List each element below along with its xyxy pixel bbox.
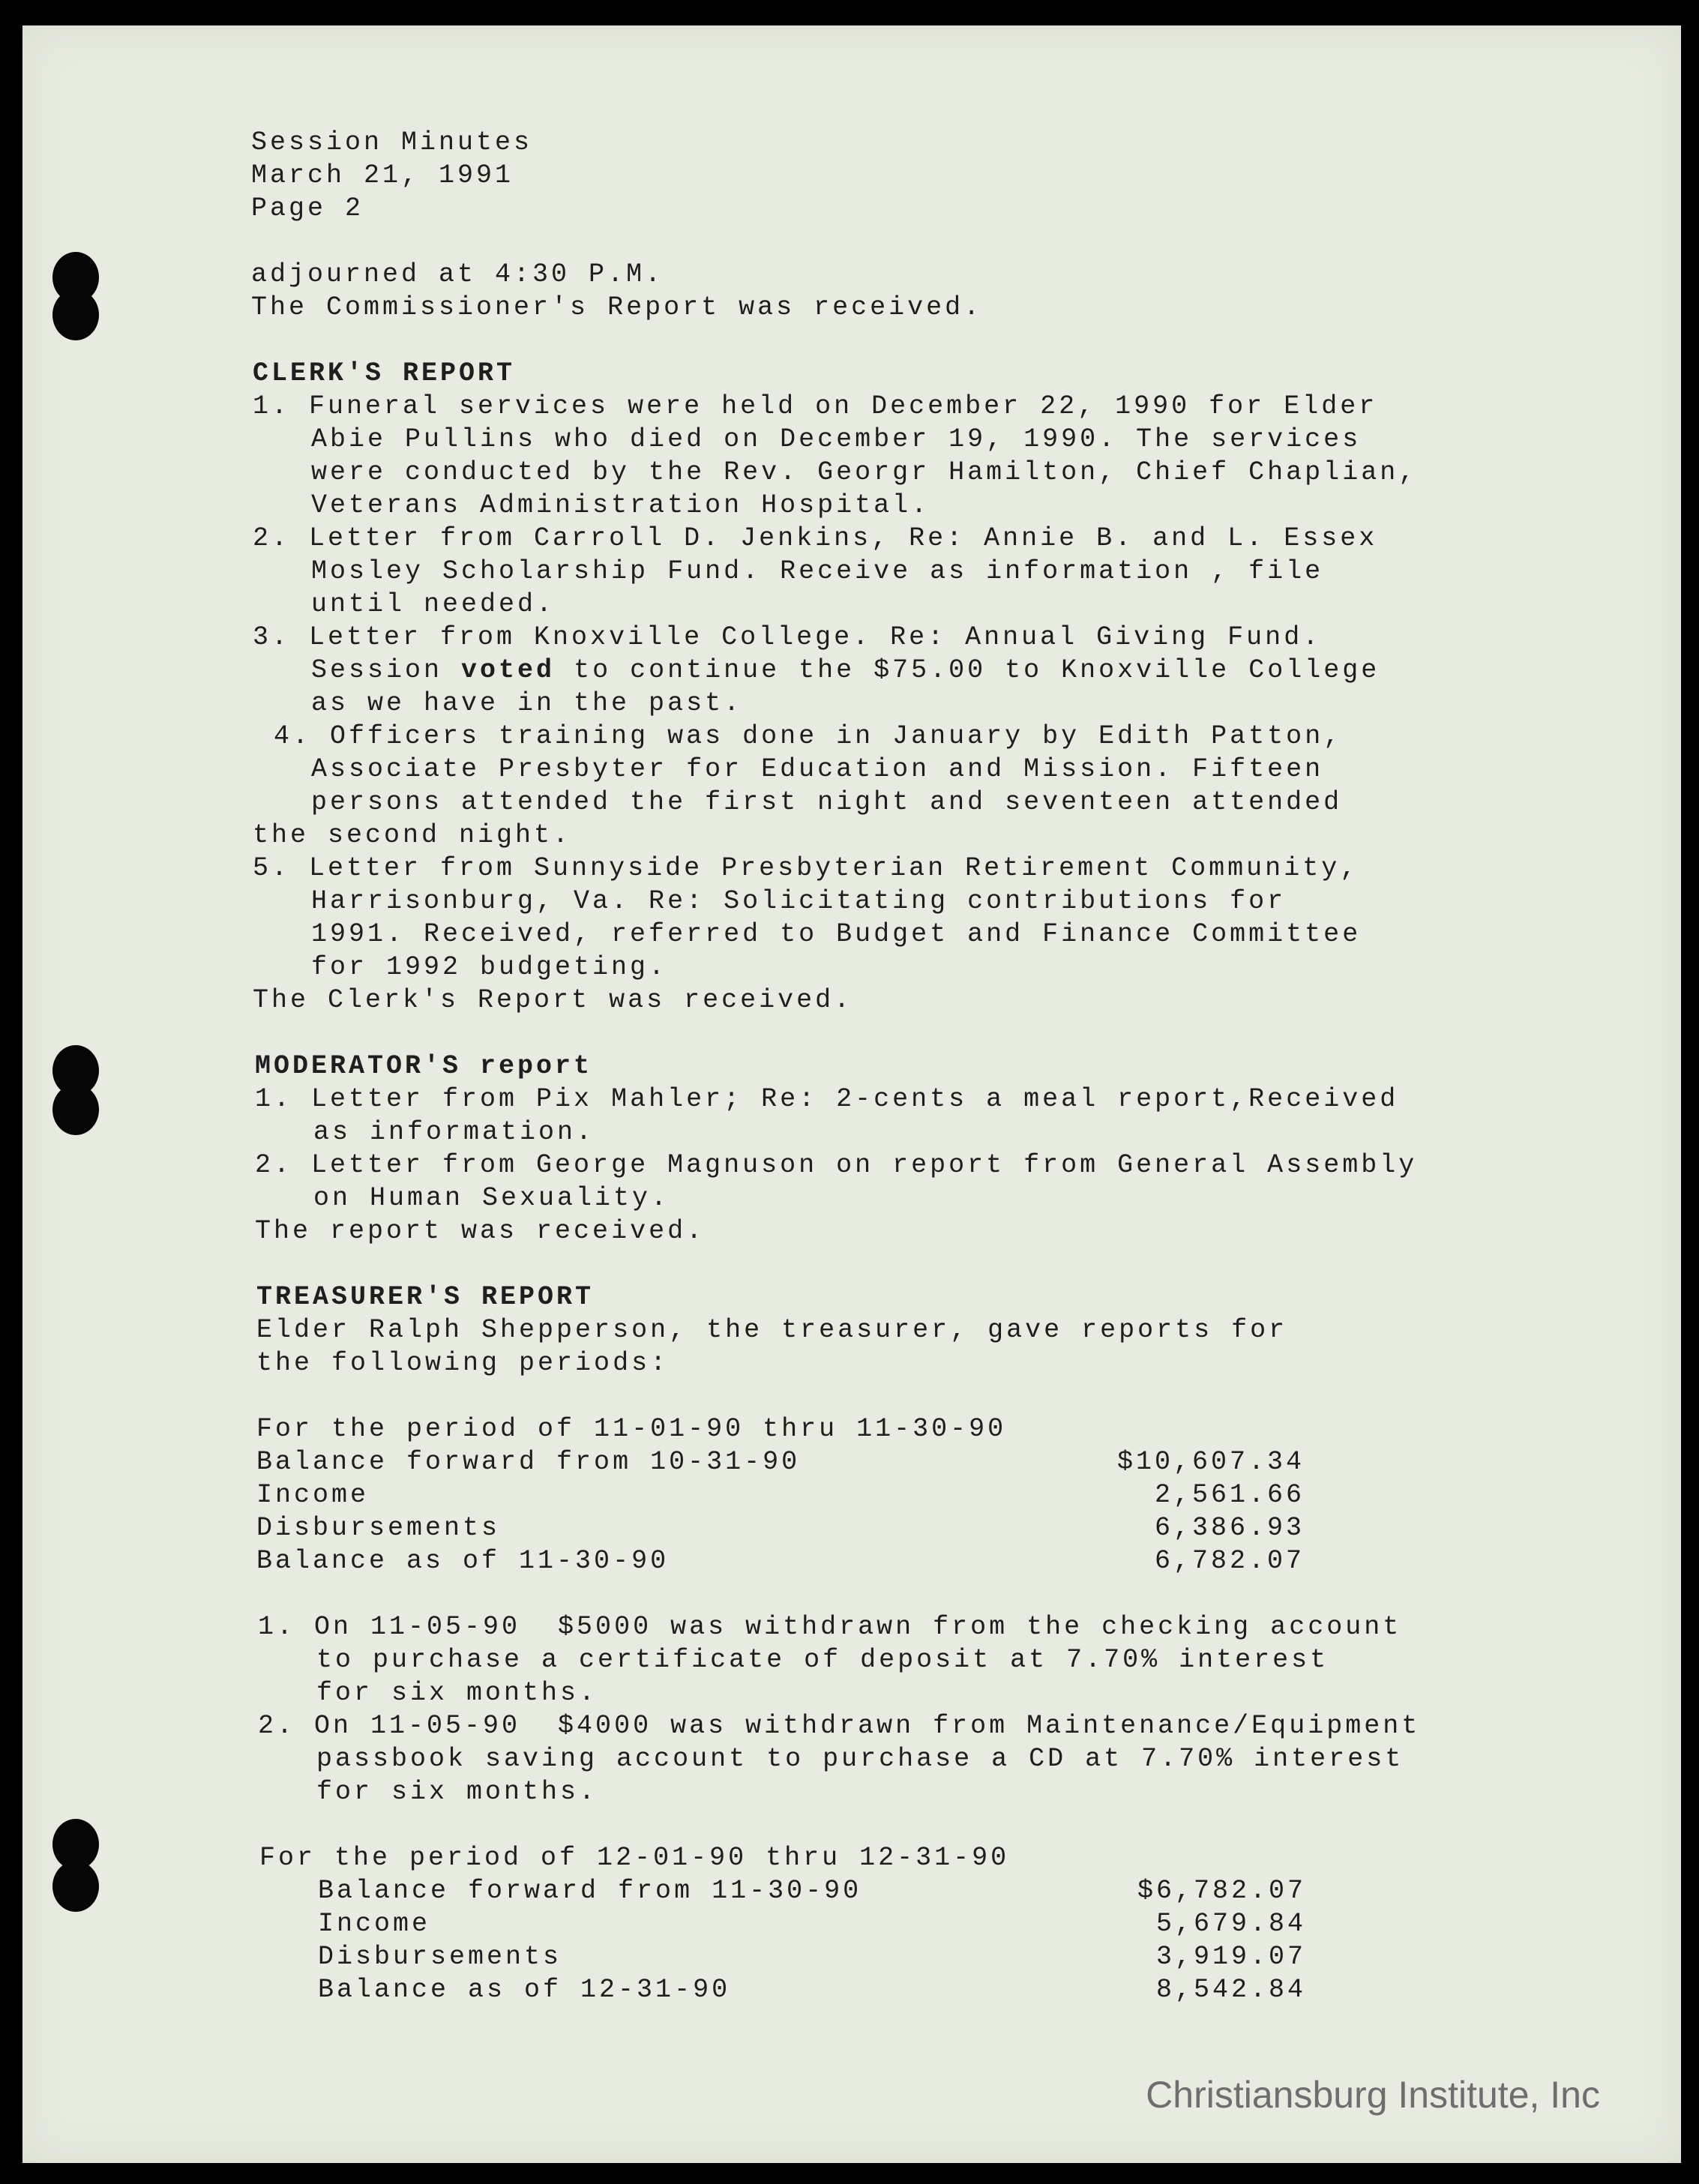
list-item: 5. Letter from Sunnyside Presbyterian Retirement Community, <box>253 853 1359 883</box>
section-heading-moderator: MODERATOR'S report <box>255 1051 593 1081</box>
doc-date: March 21, 1991 <box>251 160 514 190</box>
list-item: 2. Letter from George Magnuson on report from General Assembly <box>255 1150 1418 1180</box>
text-line <box>311 654 1380 687</box>
text-line: The Commissioner's Report was received. <box>251 292 983 322</box>
binder-hole <box>52 1084 99 1135</box>
ledger-amount: 2,561.66 <box>1154 1480 1305 1510</box>
text-line: for six months. <box>316 1678 598 1708</box>
ledger-label: Balance as of 12-31-90 <box>318 1975 731 2005</box>
text-line: to purchase a certificate of deposit at 7.70% interest <box>316 1645 1329 1675</box>
ledger-label: Balance forward from 11-30-90 <box>318 1876 862 1906</box>
watermark-text: Christiansburg Institute, Inc <box>1146 2074 1600 2116</box>
text-line: for 1992 budgeting. <box>311 952 668 982</box>
list-item: 2. On 11-05-90 $4000 was withdrawn from Maintenance/Equipment <box>258 1711 1421 1741</box>
text-line: for six months. <box>316 1777 598 1807</box>
ledger-amount: 6,386.93 <box>1154 1513 1305 1543</box>
text-line: on Human Sexuality. <box>313 1183 670 1213</box>
document-page <box>22 25 1681 2163</box>
ledger-label: Income <box>256 1480 370 1510</box>
text-line: Veterans Administration Hospital. <box>311 490 930 520</box>
ledger-amount: 3,919.07 <box>1155 1942 1306 1972</box>
bold-word-voted: voted <box>461 655 556 685</box>
ledger-label: Disbursements <box>256 1513 501 1543</box>
ledger-label: Disbursements <box>318 1942 562 1972</box>
list-item: 1. On 11-05-90 $5000 was withdrawn from the checking account <box>258 1612 1402 1642</box>
section-heading-treasurer: TREASURER'S REPORT <box>256 1282 595 1312</box>
ledger-amount: 8,542.84 <box>1155 1975 1306 2005</box>
ledger-amount: $6,782.07 <box>1137 1876 1306 1906</box>
page-number: Page 2 <box>251 193 364 223</box>
text-line: The report was received. <box>255 1216 706 1246</box>
ledger-label: Balance forward from 10-31-90 <box>256 1447 801 1477</box>
text-line: the following periods: <box>256 1348 670 1378</box>
text-line: the second night. <box>253 820 572 850</box>
text-line: were conducted by the Rev. Georgr Hamilton, Chief Chaplian, <box>311 457 1418 487</box>
ledger-amount: 6,782.07 <box>1154 1546 1305 1576</box>
text-line: Mosley Scholarship Fund. Receive as information , file <box>311 556 1324 586</box>
text-line: persons attended the first night and seventeen attended <box>311 787 1343 817</box>
period-title: For the period of 12-01-90 thru 12-31-90 <box>259 1843 1010 1873</box>
text-line: 1991. Received, referred to Budget and Finance Committee <box>311 919 1362 949</box>
list-item: 4. Officers training was done in January by Edith Patton, <box>274 721 1343 751</box>
text-line: adjourned at 4:30 P.M. <box>251 259 664 289</box>
text-run: Session <box>311 655 462 685</box>
text-line: The Clerk's Report was received. <box>253 985 853 1015</box>
list-item: 3. Letter from Knoxville College. Re: Annual Giving Fund. <box>253 622 1322 652</box>
period-title: For the period of 11-01-90 thru 11-30-90 <box>256 1414 1007 1444</box>
doc-title: Session Minutes <box>251 127 533 157</box>
ledger-amount: 5,679.84 <box>1155 1909 1306 1939</box>
text-line: as information. <box>313 1117 595 1147</box>
text-run: to continue the $75.00 to Knoxville College <box>555 655 1380 685</box>
text-line: until needed. <box>311 589 556 619</box>
text-line: Abie Pullins who died on December 19, 1990. The services <box>311 424 1362 454</box>
text-line: passbook saving account to purchase a CD at 7.70% interest <box>316 1744 1404 1774</box>
list-item: 1. Letter from Pix Mahler; Re: 2-cents a meal report,Received <box>255 1084 1399 1114</box>
binder-hole <box>52 289 99 340</box>
text-line: Harrisonburg, Va. Re: Solicitating contributions for <box>311 886 1287 916</box>
ledger-label: Balance as of 11-30-90 <box>256 1546 670 1576</box>
list-item: 2. Letter from Carroll D. Jenkins, Re: Annie B. and L. Essex <box>253 523 1378 553</box>
text-line: as we have in the past. <box>311 688 743 718</box>
text-line: Associate Presbyter for Education and Mission. Fifteen <box>311 754 1324 784</box>
ledger-label: Income <box>318 1909 431 1939</box>
list-item: 1. Funeral services were held on December 22, 1990 for Elder <box>253 391 1378 421</box>
text-line: Elder Ralph Shepperson, the treasurer, gave reports for <box>256 1315 1288 1345</box>
binder-hole <box>52 1861 99 1912</box>
section-heading-clerk: CLERK'S REPORT <box>253 358 516 388</box>
ledger-amount: $10,607.34 <box>1116 1447 1305 1477</box>
